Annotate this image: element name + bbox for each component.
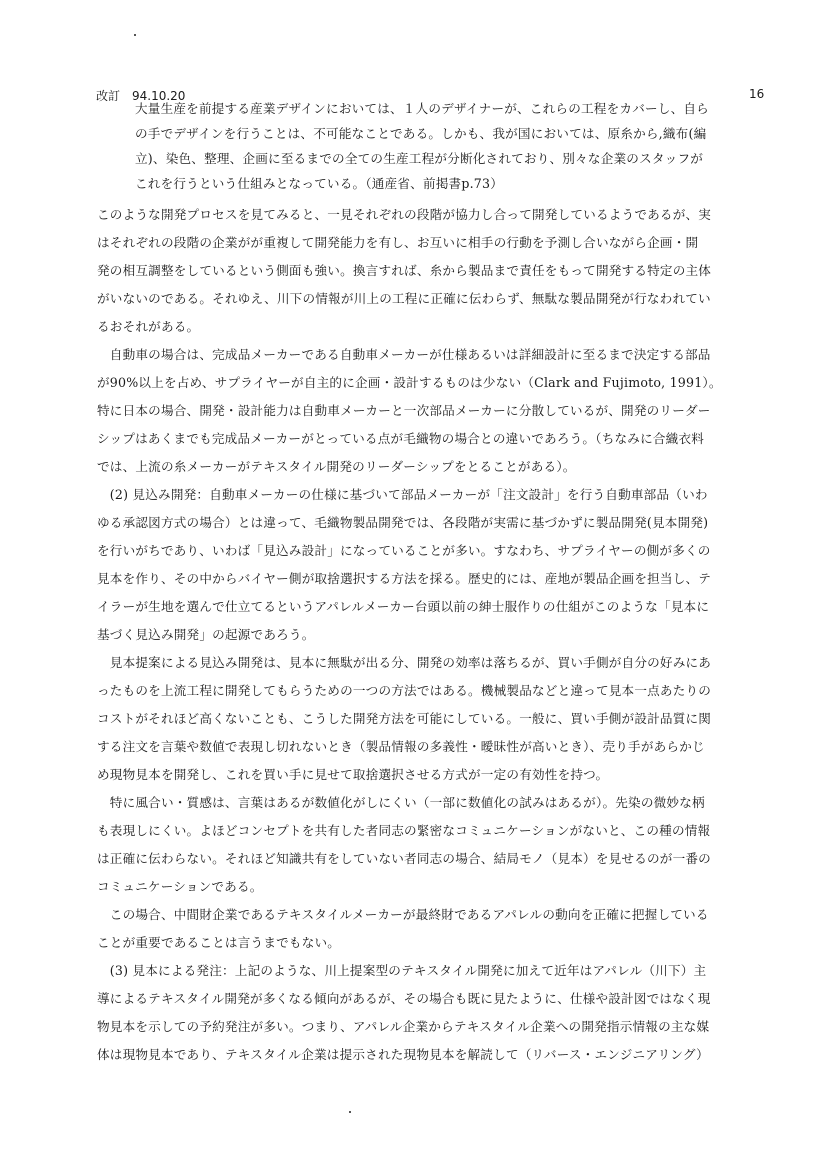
text-line: るおそれがある。 (97, 319, 200, 334)
text-line: では、上流の糸メーカーがテキスタイル開発のリーダーシップをとることがある）。 (97, 459, 576, 474)
text-line: は正確に伝わらない。それほど知識共有をしていない者同志の場合、結局モノ（見本）を見せるのが一番の (97, 851, 711, 866)
paragraph-sample-ordering (97, 957, 769, 1069)
text-line: 特に日本の場合、開発・設計能力は自動車メーカーと一次部品メーカーに分散しているが、開発のリーダー (97, 403, 711, 418)
text-line: 特に風合い・質感は、言葉はあるが数値化がしにくい（一部に数値化の試みはあるが）。先染の微妙な柄 (97, 795, 705, 810)
text-line: 物見本を示しての予約発注が多い。つまり、アパレル企業からテキスタイル企業への開発指示情報の主な媒 (97, 1019, 710, 1034)
text-line: コストがそれほど高くないことも、こうした開発方法を可能にしている。一般に、買い手側が設計品質に関 (97, 711, 712, 726)
text-line: する注文を言葉や数値で表現し切れないとき（製品情報の多義性・曖昧性が高いとき）、売り手があらかじ (97, 739, 705, 754)
text-line: を行いがちであり、いわば「見込み設計」になっていることが多い。すなわち、サプライヤーの側が多くの (97, 543, 711, 558)
text-line: 導によるテキスタイル開発が多くなる傾向があるが、その場合も既に見たように、仕様や設計図ではなく現 (97, 991, 711, 1006)
text-line: 見本を作り、その中からバイヤー側が取捨選択する方法を採る。歴史的には、産地が製品企画を担当し、テ (97, 571, 712, 586)
scan-speck (134, 34, 136, 36)
revision-date: 改訂 94.10.20 (96, 89, 186, 103)
text-line: (3) 見本による発注：上記のような、川上提案型のテキスタイル開発に加えて近年はアパレル（川下）主 (97, 963, 707, 978)
text-line: 立)、染色、整理、企画に至るまでの全ての生産工程が分断化されており、別々な企業のスタッフが (135, 151, 704, 166)
text-line: この場合、中間財企業であるテキスタイルメーカーが最終財であるアパレルの動向を正確に把握している (97, 907, 709, 922)
text-line: 発の相互調整をしているという側面も強い。換言すれば、糸から製品まで責任をもって開発する特定の主体 (97, 263, 712, 278)
text-line: め現物見本を開発し、これを買い手に見せて取捨選択させる方式が一定の有効性を持つ。 (97, 767, 609, 782)
text-line: ことが重要であることは言うまでもない。 (97, 935, 341, 950)
text-line: も表現しにくい。よほどコンセプトを共有した者同志の緊密なコミュニケーションがないと、この種の情報 (97, 823, 711, 838)
text-line: これを行うという仕組みとなっている。（通産省、前掲書p.73） (135, 176, 504, 191)
paragraph-development-process (97, 201, 769, 481)
text-line: がいないのである。それゆえ、川下の情報が川上の工程に正確に伝わらず、無駄な製品開発が行なわれてい (97, 291, 711, 306)
text-line: 基づく見込み開発」の起源であろう。 (97, 627, 315, 642)
block-quote (135, 96, 775, 196)
text-line: 体は現物見本であり、テキスタイル企業は提示された現物見本を解読して（リバース・エンジニアリング） (97, 1047, 709, 1062)
text-line: はそれぞれの段階の企業がが重複して開発能力を有し、お互いに相手の行動を予測し合いながら企画・開 (97, 235, 699, 250)
text-line: ったものを上流工程に開発してもらうための一つの方法ではある。機械製品などと違って見本一点あたりの (97, 683, 712, 698)
text-line: シップはあくまでも完成品メーカーがとっている点が毛織物の場合との違いであろう。（ちなみに合織衣料 (97, 431, 705, 446)
text-line: の手でデザインを行うことは、不可能なことである。しかも、我が国においては、原糸から,織布(編 (135, 126, 707, 141)
text-line: コミュニケーションである。 (97, 879, 263, 894)
text-line: ゆる承認図方式の場合）とは違って、毛織物製品開発では、各段階が実需に基づかずに製品開発(見本開発) (97, 515, 709, 530)
text-line: イラーが生地を選んで仕立てるというアパレルメーカー台頭以前の紳士服作りの仕組がこのような「見本に (97, 599, 710, 614)
scan-speck (349, 1111, 351, 1113)
text-line: 自動車の場合は、完成品メーカーである自動車メーカーが仕様あるいは詳細設計に至るまで決定する部品 (97, 347, 711, 362)
text-line: このような開発プロセスを見てみると、一見それぞれの段階が協力し合って開発しているようであるが、実 (97, 207, 712, 222)
paragraph-speculative-development (97, 481, 769, 957)
text-line: が90%以上を占め、サプライヤーが自主的に企画・設計するものは少ない（Clark and Fujimoto, 1991）。 (97, 375, 722, 390)
text-line: 見本提案による見込み開発は、見本に無駄が出る分、開発の効率は落ちるが、買い手側が自分の好みにあ (97, 655, 712, 670)
text-line: 大量生産を前提する産業デザインにおいては、１人のデザイナーが、これらの工程をカバーし、自ら (135, 101, 709, 116)
page-number: 16 (749, 87, 765, 101)
text-line: (2) 見込み開発：自動車メーカーの仕様に基づいて部品メーカーが「注文設計」を行う自動車部品（いわ (97, 487, 708, 502)
